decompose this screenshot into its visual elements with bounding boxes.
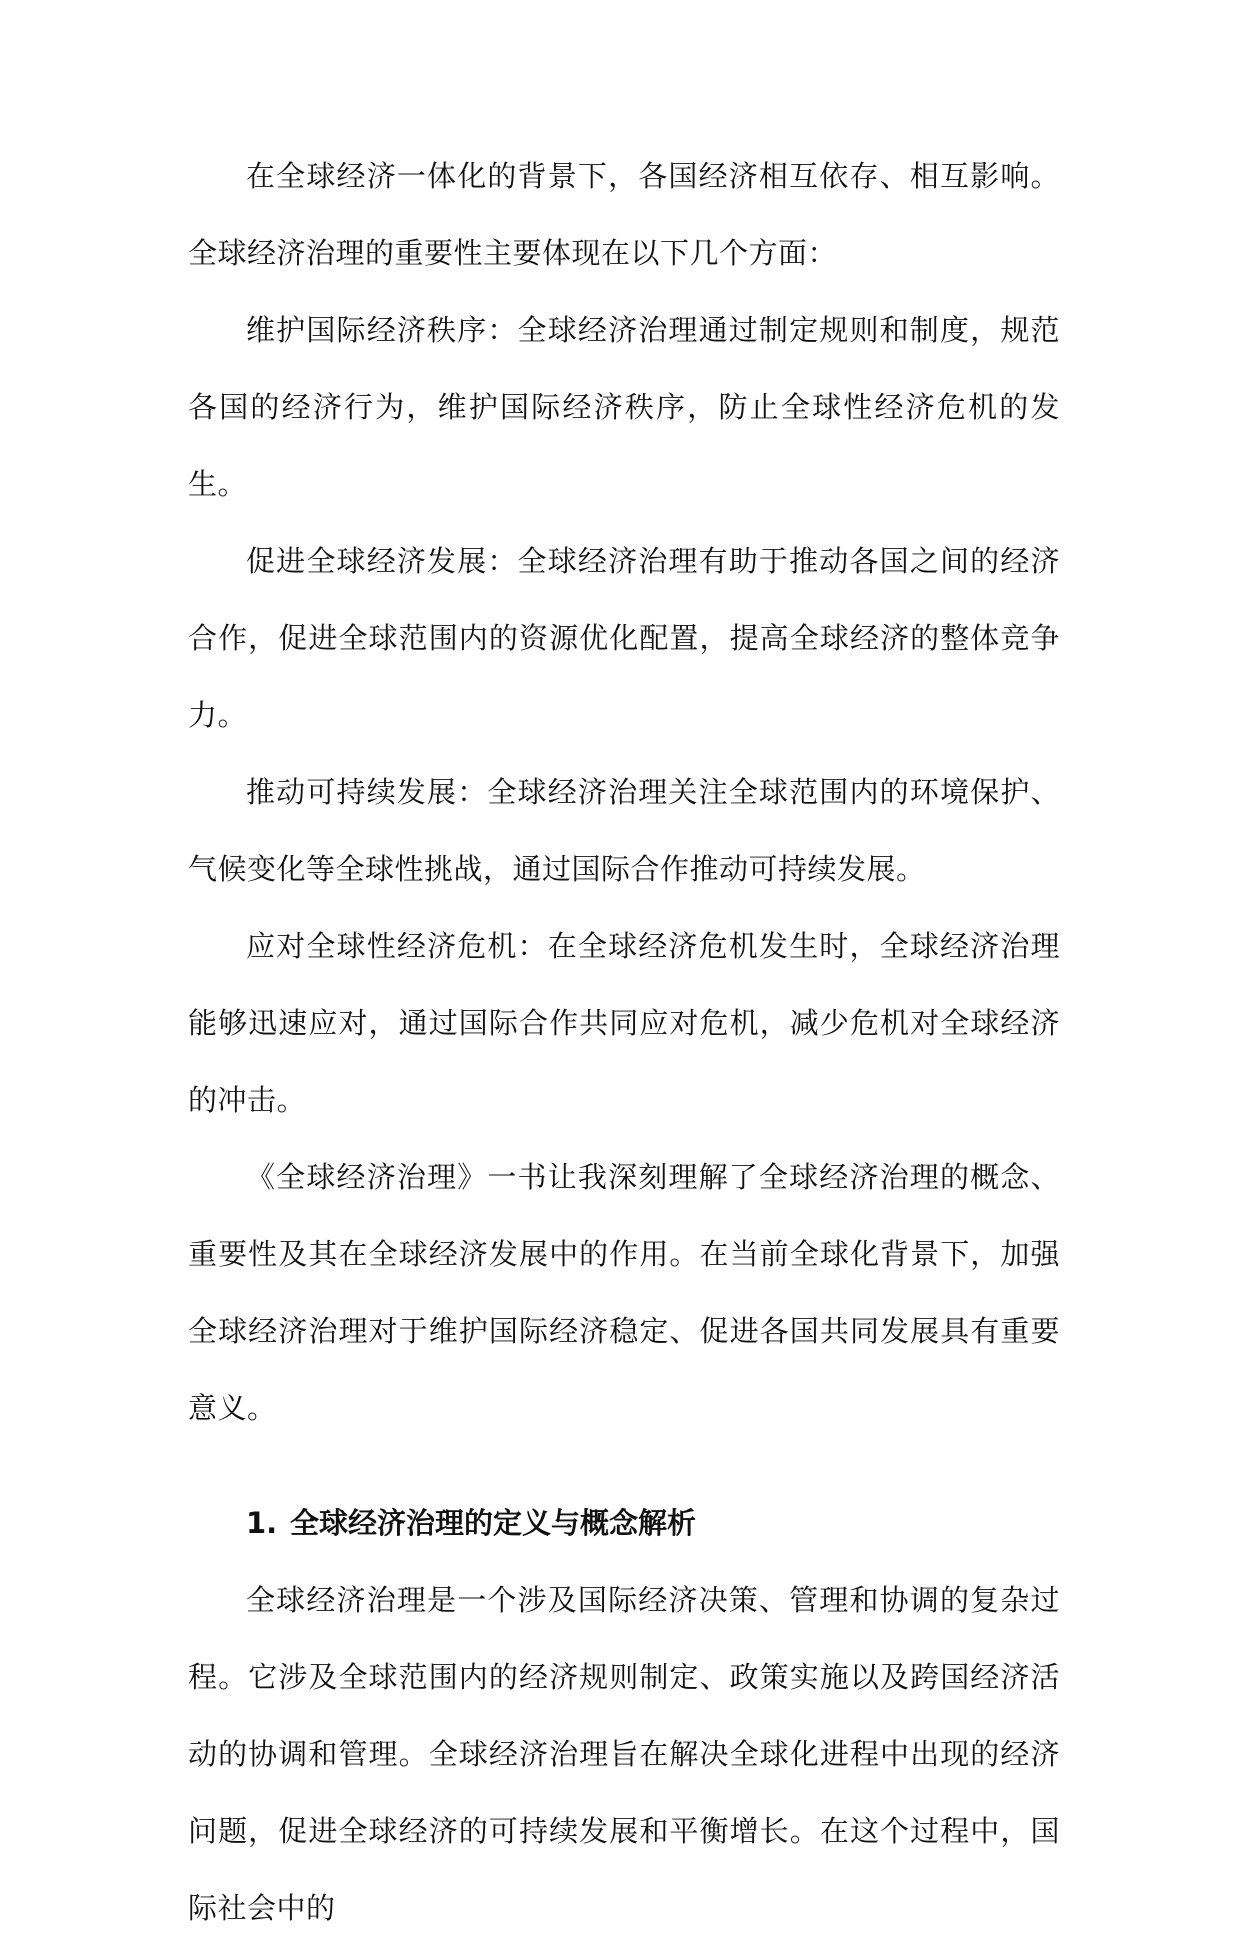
paragraph-book-summary: 《全球经济治理》一书让我深刻理解了全球经济治理的概念、重要性及其在全球经济发展中的作用。在当前全球化背景下，加强全球经济治理对于维护国际经济稳定、促进各国共同发展具有重要意义。: [188, 1160, 1060, 1425]
section-title: 全球经济治理的定义与概念解析: [290, 1506, 697, 1540]
paragraph-order: 维护国际经济秩序：全球经济治理通过制定规则和制度，规范各国的经济行为，维护国际经济秩序，防止全球性经济危机的发生。: [188, 313, 1060, 501]
section-heading: [188, 1447, 1060, 1562]
paragraph-development: 促进全球经济发展：全球经济治理有助于推动各国之间的经济合作，促进全球范围内的资源优化配置，提高全球经济的整体竞争力。: [188, 544, 1060, 732]
section-number: 1.: [246, 1506, 278, 1540]
paragraph-sustainability: 推动可持续发展：全球经济治理关注全球范围内的环境保护、气候变化等全球性挑战，通过国际合作推动可持续发展。: [188, 775, 1060, 886]
paragraph-crisis: 应对全球性经济危机：在全球经济危机发生时，全球经济治理能够迅速应对，通过国际合作共同应对危机，减少危机对全球经济的冲击。: [188, 929, 1060, 1117]
paragraph-intro: 在全球经济一体化的背景下，各国经济相互依存、相互影响。全球经济治理的重要性主要体现在以下几个方面：: [188, 159, 1060, 270]
document-page: [188, 138, 1060, 1947]
paragraph-definition: 全球经济治理是一个涉及国际经济决策、管理和协调的复杂过程。它涉及全球范围内的经济规则制定、政策实施以及跨国经济活动的协调和管理。全球经济治理旨在解决全球化进程中出现的经济问题，促进全球经济的可持续发展和平衡增长。在这个过程中，国际社会中的: [188, 1583, 1060, 1925]
